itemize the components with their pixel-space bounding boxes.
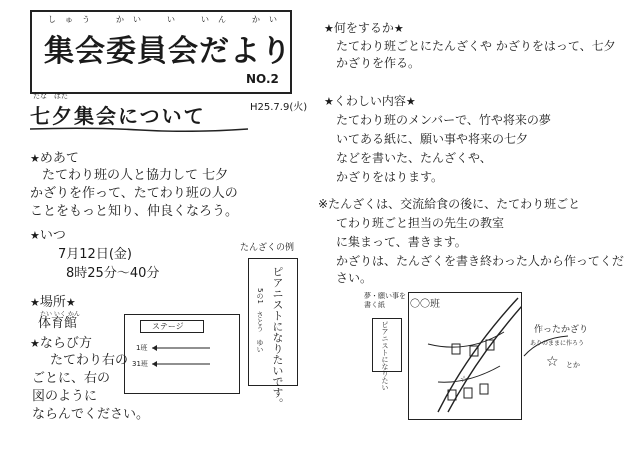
star-icon: ★ — [324, 22, 334, 35]
lineup-line-4: ならんでください。 — [32, 407, 150, 422]
when-date: 7月12日(金) — [58, 247, 132, 262]
lineup-line-3: 図のように — [32, 389, 98, 404]
star-icon: ★ — [393, 22, 404, 35]
when-time: 8時25分〜40分 — [66, 266, 160, 281]
lineup-line-1: たてわり右の — [50, 353, 129, 368]
star-icon: ★ — [30, 296, 40, 309]
lineup-section — [30, 335, 92, 353]
row-label-2: 31班 — [132, 360, 148, 368]
star-decoration-icon: ☆ — [546, 354, 559, 370]
wish-label: 夢・願い事を書く紙 — [364, 292, 406, 309]
note-mark: ※ — [318, 197, 329, 211]
svg-text:☆: ☆ — [460, 375, 469, 385]
star-icon: ★ — [30, 229, 40, 242]
tanzaku-caption: たんざくの例 — [240, 243, 295, 253]
made-label: 作ったかざり — [534, 325, 589, 335]
details-line-4: かざりをはります。 — [336, 170, 444, 184]
tanzaku-main-text: ピアニストになりたいです。 — [271, 266, 284, 409]
star-icon: ★ — [30, 337, 40, 350]
aim-heading: めあて — [39, 151, 79, 166]
details-section — [324, 93, 416, 110]
section-title-ruby: たな ばた — [33, 92, 68, 100]
wish-card-text: ピアニストになりたい — [381, 321, 389, 391]
tanzaku-sub-text: 5の1 さとう ゆい — [256, 288, 264, 353]
group-label: 〇〇班 — [410, 299, 440, 310]
issue-date: H25.7.9(火) — [250, 102, 308, 113]
place-heading: 場所 — [39, 295, 66, 310]
place-ruby: たい いく かん — [40, 311, 80, 318]
star-icon: ★ — [30, 152, 40, 165]
details-line-3: などを書いた、たんざくや、 — [336, 151, 492, 165]
aim-line-2: かざりを作って、たてわり班の人の — [30, 186, 238, 201]
lineup-heading: ならび方 — [39, 336, 92, 351]
issue-number: NO.2 — [246, 72, 279, 86]
bamboo-drawing — [408, 292, 522, 420]
section-title: 七夕集会について — [30, 104, 206, 128]
what-heading: 何をするか — [333, 21, 394, 35]
newsletter-title: 集会委員会だより — [44, 34, 292, 69]
lineup-line-2: ごとに、右の — [32, 371, 111, 386]
note-line-2: てわり班ごと担当の先生の教室 — [336, 216, 505, 230]
what-text: たてわり班ごとにたんざくや かざりをはって、七夕かざりを作る。 — [336, 39, 616, 70]
star-icon: ★ — [324, 95, 334, 108]
star-icon: ★ — [65, 296, 76, 309]
when-heading: いつ — [39, 228, 66, 243]
place-value: 体育館 — [38, 316, 78, 331]
details-line-2: いてある紙に、願い事や将来の七夕 — [336, 132, 529, 146]
aim-line-1: たてわり班の人と協力して 七夕 — [42, 168, 229, 183]
note-line-1 — [318, 196, 580, 213]
what-section — [324, 20, 404, 37]
star-icon: ★ — [405, 95, 416, 108]
details-heading: くわしい内容 — [333, 94, 406, 108]
note-line-3: に集まって、書きます。 — [336, 235, 467, 249]
made-sublabel: ありのままに作ろう — [530, 340, 585, 347]
when-section — [30, 227, 66, 245]
star-label: とか — [566, 361, 580, 369]
note-text-1: たんざくは、交流給食の後に、たてわり班ごと — [328, 197, 581, 211]
aim-section — [30, 150, 79, 168]
stage-label: ステージ — [152, 322, 184, 331]
details-line-1: たてわり班のメンバーで、竹や将来の夢 — [336, 113, 551, 127]
note-text-4: かざりは、たんざくを書き終わった人から作ってください。 — [336, 254, 624, 285]
title-ruby: しゅう かい い いん かい — [48, 15, 286, 24]
note-line-4 — [336, 253, 626, 287]
aim-line-3: ことをもっと知り、仲良くなろう。 — [30, 204, 239, 219]
row-label-1: 1班 — [136, 344, 148, 352]
what-line — [336, 38, 621, 72]
section-title-underline — [30, 126, 250, 132]
